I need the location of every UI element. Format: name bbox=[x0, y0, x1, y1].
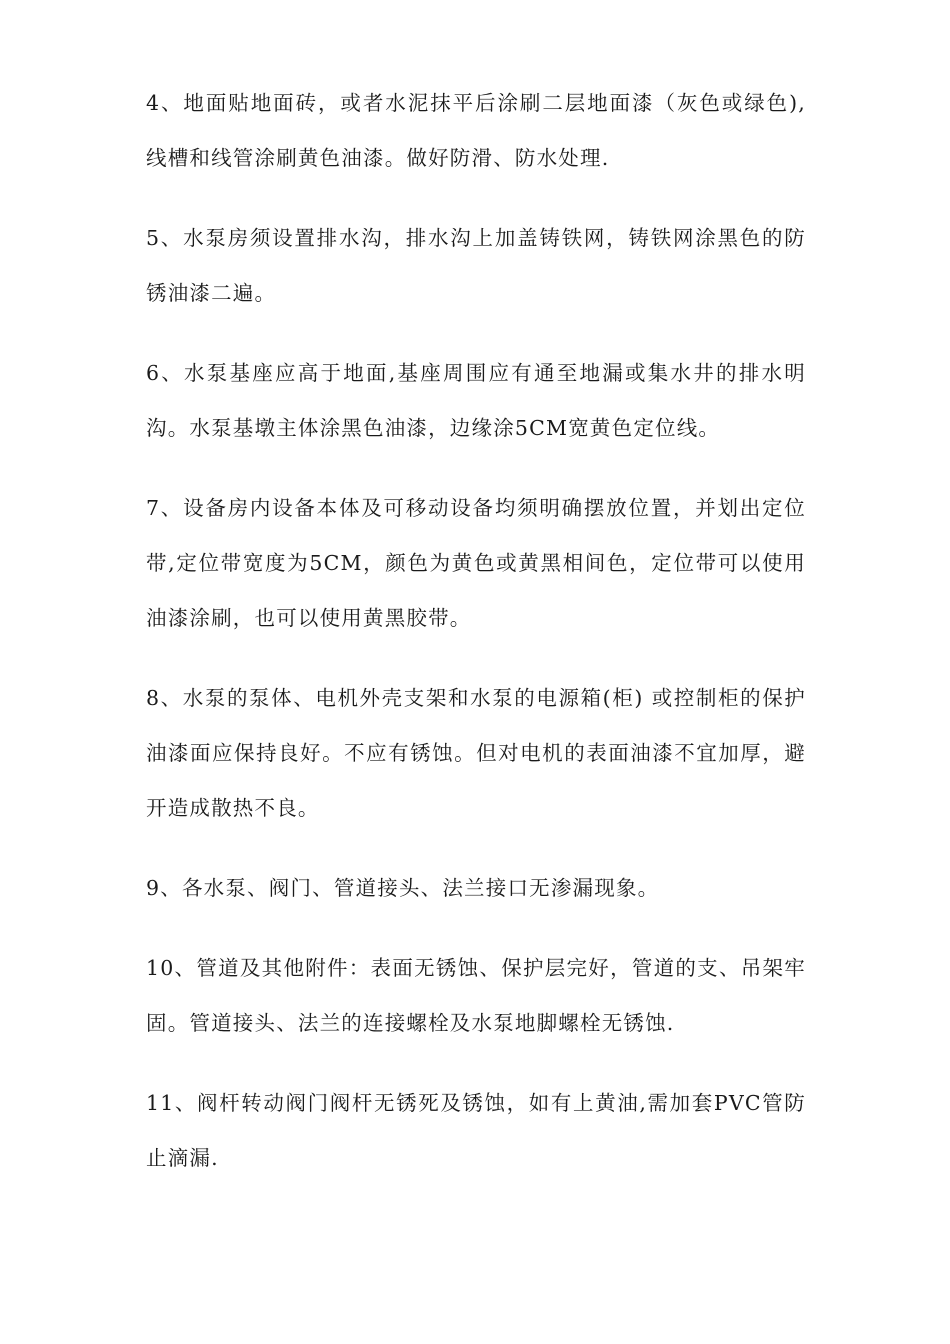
paragraph-item-6: 6、水泵基座应高于地面,基座周围应有通至地漏或集水井的排水明沟。水泵基墩主体涂黑色油漆，边缘涂5CM宽黄色定位线。 bbox=[146, 361, 806, 440]
paragraph-item-10: 10、管道及其他附件：表面无锈蚀、保护层完好，管道的支、吊架牢固。管道接头、法兰的连接螺栓及水泵地脚螺栓无锈蚀. bbox=[146, 956, 806, 1035]
paragraph-item-8: 8、水泵的泵体、电机外壳支架和水泵的电源箱(柜) 或控制柜的保护油漆面应保持良好。不应有锈蚀。但对电机的表面油漆不宜加厚，避开造成散热不良。 bbox=[146, 686, 806, 820]
paragraph-item-7: 7、设备房内设备本体及可移动设备均须明确摆放位置，并划出定位带,定位带宽度为5CM，颜色为黄色或黄黑相间色，定位带可以使用油漆涂刷，也可以使用黄黑胶带。 bbox=[146, 496, 806, 630]
paragraph-item-9: 9、各水泵、阀门、管道接头、法兰接口无渗漏现象。 bbox=[146, 876, 660, 900]
paragraph-item-5: 5、水泵房须设置排水沟，排水沟上加盖铸铁网，铸铁网涂黑色的防锈油漆二遍。 bbox=[146, 226, 806, 305]
paragraph-item-4: 4、地面贴地面砖，或者水泥抹平后涂刷二层地面漆（灰色或绿色),线槽和线管涂刷黄色油漆。做好防滑、防水处理. bbox=[146, 91, 806, 170]
paragraph-item-11: 11、阀杆转动阀门阀杆无锈死及锈蚀，如有上黄油,需加套PVC管防止滴漏. bbox=[146, 1091, 806, 1170]
document-body bbox=[146, 76, 806, 1211]
